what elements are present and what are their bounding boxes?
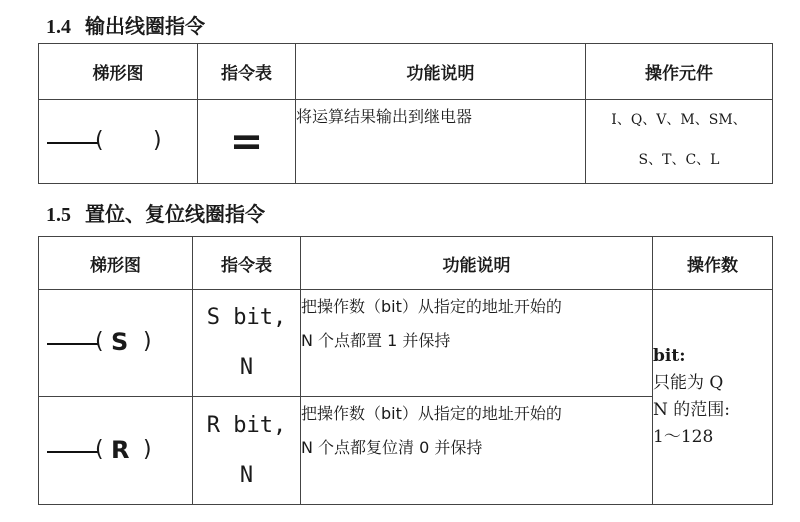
operands-line: I、Q、V、M、SM、 xyxy=(611,112,747,128)
function-cell: 将运算结果输出到继电器 xyxy=(296,100,586,184)
operand-label: bit: xyxy=(653,346,686,366)
header-operands: 操作元件 xyxy=(586,44,773,100)
header-instruction: 指令表 xyxy=(193,237,301,290)
function-line: N 个点都置 1 并保持 xyxy=(301,331,451,350)
coil-letter: R xyxy=(111,435,130,464)
header-operand: 操作数 xyxy=(653,237,773,290)
coil-right-paren: ) xyxy=(143,329,152,354)
header-ladder: 梯形图 xyxy=(39,237,193,290)
header-function: 功能说明 xyxy=(301,237,653,290)
instruction-cell xyxy=(193,397,301,505)
function-cell xyxy=(301,397,653,505)
ladder-cell xyxy=(39,100,198,184)
rung-wire xyxy=(47,142,99,144)
output-coil-symbol xyxy=(39,127,189,157)
header-instruction: 指令表 xyxy=(198,44,296,100)
operand-line: 只能为 Q xyxy=(653,373,724,393)
ladder-cell xyxy=(39,290,193,397)
section-1-5-heading xyxy=(46,198,265,227)
output-coil-table xyxy=(38,43,773,184)
function-line: 把操作数（bit）从指定的地址开始的 xyxy=(301,404,562,423)
instruction-line: R bit, xyxy=(206,412,287,438)
coil-right-paren: ) xyxy=(143,436,152,462)
section-title: 置位、复位线圈指令 xyxy=(85,202,265,226)
instruction-cell xyxy=(193,290,301,397)
coil-left-paren: ( xyxy=(95,436,104,462)
instruction-line: S bit, xyxy=(206,305,287,330)
section-number: 1.5 xyxy=(46,204,71,226)
coil-left-paren: ( xyxy=(95,127,104,153)
operands-line: S、T、C、L xyxy=(638,152,720,168)
rung-wire xyxy=(47,343,99,345)
operands-cell xyxy=(586,100,773,184)
section-1-4-heading xyxy=(46,10,205,39)
table-row xyxy=(39,290,773,397)
set-reset-coil-table xyxy=(38,236,773,505)
reset-coil-symbol xyxy=(39,436,189,466)
operand-line: 1～128 xyxy=(653,427,714,447)
instruction-cell xyxy=(198,100,296,184)
ladder-cell xyxy=(39,397,193,505)
output-instruction: = xyxy=(229,118,264,165)
table-header-row xyxy=(39,44,773,100)
function-line: 把操作数（bit）从指定的地址开始的 xyxy=(301,297,562,316)
instruction-line: N xyxy=(239,462,254,488)
section-number: 1.4 xyxy=(46,16,71,38)
coil-left-paren: ( xyxy=(95,329,104,354)
header-function: 功能说明 xyxy=(296,44,586,100)
section-title: 输出线圈指令 xyxy=(85,14,205,38)
header-ladder: 梯形图 xyxy=(39,44,198,100)
rung-wire xyxy=(47,451,99,453)
function-cell xyxy=(301,290,653,397)
instruction-line: N xyxy=(239,355,254,380)
operand-line: N 的范围: xyxy=(653,400,731,420)
set-coil-symbol xyxy=(39,328,189,358)
coil-letter: S xyxy=(111,328,129,356)
table-header-row xyxy=(39,237,773,290)
operand-cell xyxy=(653,290,773,505)
function-line: N 个点都复位清 0 并保持 xyxy=(301,438,483,457)
coil-right-paren: ) xyxy=(153,127,162,153)
table-row xyxy=(39,100,773,184)
